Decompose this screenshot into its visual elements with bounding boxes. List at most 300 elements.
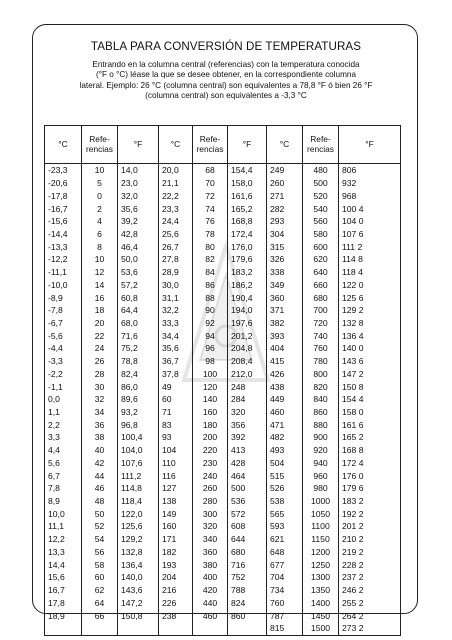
celsius-cell: 33,3	[159, 317, 193, 330]
referencia-cell: 14	[82, 278, 118, 291]
referencia-cell: 58	[82, 558, 118, 571]
fahrenheit-cell: 716	[228, 558, 267, 571]
referencia-cell: 1250	[303, 558, 339, 571]
celsius-cell: 538	[267, 495, 303, 508]
celsius-cell: -20,6	[45, 177, 82, 190]
celsius-cell: 504	[267, 457, 303, 470]
referencia-cell: 82	[193, 253, 228, 266]
referencia-cell: 1400	[303, 596, 339, 609]
celsius-cell: 182	[159, 546, 193, 559]
celsius-cell: -12,2	[45, 253, 82, 266]
fahrenheit-cell: 136,4	[118, 558, 159, 571]
referencia-cell: 94	[193, 329, 228, 342]
referencia-cell: 72	[193, 189, 228, 202]
fahrenheit-cell: 392	[228, 431, 267, 444]
fahrenheit-cell: 165 2	[339, 431, 401, 444]
celsius-cell: 5,6	[45, 457, 82, 470]
celsius-cell: 12,2	[45, 533, 82, 546]
referencia-cell: 1450	[303, 609, 339, 622]
fahrenheit-cell: 168,8	[228, 215, 267, 228]
referencia-cell: 32	[82, 393, 118, 406]
fahrenheit-cell: 219 2	[339, 546, 401, 559]
celsius-cell: 13,3	[45, 546, 82, 559]
fahrenheit-cell: 413	[228, 444, 267, 457]
table-row	[45, 291, 401, 304]
celsius-cell: 1,1	[45, 406, 82, 419]
referencia-cell: 28	[82, 368, 118, 381]
conversion-card	[32, 24, 418, 634]
fahrenheit-cell: 68,0	[118, 317, 159, 330]
celsius-cell: -7,8	[45, 304, 82, 317]
referencia-cell: 16	[82, 291, 118, 304]
header-referencias: Refe- rencias	[303, 126, 339, 164]
referencia-cell: 900	[303, 431, 339, 444]
celsius-cell: 34,4	[159, 329, 193, 342]
celsius-cell: 10,0	[45, 507, 82, 520]
referencia-cell: 540	[303, 202, 339, 215]
celsius-cell: 110	[159, 457, 193, 470]
table-row	[45, 457, 401, 470]
referencia-cell: 1000	[303, 495, 339, 508]
referencia-cell: 42	[82, 457, 118, 470]
fahrenheit-cell: 42,8	[118, 228, 159, 241]
fahrenheit-cell: 428	[228, 457, 267, 470]
fahrenheit-cell: 132,8	[118, 546, 159, 559]
page-title: TABLA PARA CONVERSIÓN DE TEMPERATURAS	[90, 40, 362, 53]
referencia-cell: 18	[82, 304, 118, 317]
celsius-cell: 138	[159, 495, 193, 508]
fahrenheit-cell: 118,4	[118, 495, 159, 508]
referencia-cell: 380	[193, 558, 228, 571]
conversion-table	[44, 125, 401, 636]
fahrenheit-cell: 136 4	[339, 329, 401, 342]
fahrenheit-cell: 147,2	[118, 596, 159, 609]
referencia-cell: 30	[82, 380, 118, 393]
table-row	[45, 240, 401, 253]
celsius-cell: 2,2	[45, 418, 82, 431]
referencia-cell: 700	[303, 304, 339, 317]
celsius-cell: 304	[267, 228, 303, 241]
fahrenheit-cell: 89,6	[118, 393, 159, 406]
table-row	[45, 393, 401, 406]
celsius-cell: 24,4	[159, 215, 193, 228]
celsius-cell: -5,6	[45, 329, 82, 342]
header-referencias: Refe- rencias	[82, 126, 118, 164]
table-row	[45, 380, 401, 393]
fahrenheit-cell: 150,8	[118, 609, 159, 622]
table-header-row	[45, 126, 401, 164]
referencia-cell: 6	[82, 228, 118, 241]
fahrenheit-cell: 190,4	[228, 291, 267, 304]
celsius-cell: 32,2	[159, 304, 193, 317]
intro-line: lateral. Ejemplo: 26 °C (columna central) son equivalentes a 78,8 °F ó bien 26 °F	[79, 80, 373, 90]
celsius-cell: 526	[267, 482, 303, 495]
referencia-cell: 320	[193, 520, 228, 533]
celsius-cell: 426	[267, 368, 303, 381]
celsius-cell: -17,8	[45, 189, 82, 202]
fahrenheit-cell: 228 2	[339, 558, 401, 571]
referencia-cell: 12	[82, 266, 118, 279]
fahrenheit-cell: 114,8	[118, 482, 159, 495]
referencia-cell: 800	[303, 368, 339, 381]
table-row	[45, 431, 401, 444]
conversion-table-wrapper	[44, 125, 401, 636]
referencia-cell: 2	[82, 202, 118, 215]
fahrenheit-cell: 168 8	[339, 444, 401, 457]
fahrenheit-cell	[118, 622, 159, 635]
celsius-cell: 37,8	[159, 368, 193, 381]
referencia-cell: 50	[82, 507, 118, 520]
fahrenheit-cell: 150 8	[339, 380, 401, 393]
table-row	[45, 469, 401, 482]
celsius-cell: 22,2	[159, 189, 193, 202]
fahrenheit-cell: 107,6	[118, 457, 159, 470]
referencia-cell: 10	[82, 164, 118, 177]
celsius-cell: 471	[267, 418, 303, 431]
celsius-cell: 704	[267, 571, 303, 584]
table-row	[45, 584, 401, 597]
table-row	[45, 444, 401, 457]
intro-line: (°F o °C) léase la que se desee obtener, en la correspondiente columna	[95, 70, 357, 80]
celsius-cell: 404	[267, 342, 303, 355]
referencia-cell	[193, 622, 228, 635]
fahrenheit-cell: 140,0	[118, 571, 159, 584]
table-row	[45, 520, 401, 533]
celsius-cell: 11,1	[45, 520, 82, 533]
referencia-cell: 0	[82, 189, 118, 202]
table-row	[45, 278, 401, 291]
referencia-cell: 52	[82, 520, 118, 533]
referencia-cell: 4	[82, 215, 118, 228]
celsius-cell: -13,3	[45, 240, 82, 253]
celsius-cell: -11,1	[45, 266, 82, 279]
referencia-cell: 22	[82, 329, 118, 342]
celsius-cell: 127	[159, 482, 193, 495]
referencia-cell: 56	[82, 546, 118, 559]
fahrenheit-cell: 100,4	[118, 431, 159, 444]
referencia-cell: 60	[82, 571, 118, 584]
referencia-cell: 780	[303, 355, 339, 368]
celsius-cell: 293	[267, 215, 303, 228]
celsius-cell: 25,6	[159, 228, 193, 241]
fahrenheit-cell: 104 0	[339, 215, 401, 228]
header-celsius: °C	[45, 126, 82, 164]
fahrenheit-cell: 248	[228, 380, 267, 393]
table-row	[45, 215, 401, 228]
fahrenheit-cell: 122 0	[339, 278, 401, 291]
celsius-cell: 815	[267, 622, 303, 635]
fahrenheit-cell: 172 4	[339, 457, 401, 470]
celsius-cell: 565	[267, 507, 303, 520]
fahrenheit-cell: 255 2	[339, 596, 401, 609]
celsius-cell: 515	[267, 469, 303, 482]
referencia-cell: 840	[303, 393, 339, 406]
celsius-cell: 3,3	[45, 431, 82, 444]
header-fahrenheit: °F	[118, 126, 159, 164]
referencia-cell: 400	[193, 571, 228, 584]
referencia-cell: 62	[82, 584, 118, 597]
header-fahrenheit: °F	[339, 126, 401, 164]
fahrenheit-cell: 194,0	[228, 304, 267, 317]
referencia-cell: 90	[193, 304, 228, 317]
table-row	[45, 609, 401, 622]
referencia-cell: 74	[193, 202, 228, 215]
table-row	[45, 482, 401, 495]
referencia-cell: 260	[193, 482, 228, 495]
referencia-cell: 48	[82, 495, 118, 508]
celsius-cell: 734	[267, 584, 303, 597]
referencia-cell: 44	[82, 469, 118, 482]
referencia-cell: 1500	[303, 622, 339, 635]
celsius-cell: 415	[267, 355, 303, 368]
fahrenheit-cell: 111,2	[118, 469, 159, 482]
fahrenheit-cell: 161 6	[339, 418, 401, 431]
fahrenheit-cell: 60,8	[118, 291, 159, 304]
fahrenheit-cell: 125 6	[339, 291, 401, 304]
fahrenheit-cell: 158,0	[228, 177, 267, 190]
referencia-cell: 160	[193, 406, 228, 419]
celsius-cell: 23,3	[159, 202, 193, 215]
celsius-cell: 93	[159, 431, 193, 444]
fahrenheit-cell: 179,6	[228, 253, 267, 266]
fahrenheit-cell: 208,4	[228, 355, 267, 368]
referencia-cell: 280	[193, 495, 228, 508]
fahrenheit-cell: 86,0	[118, 380, 159, 393]
referencia-cell: 220	[193, 444, 228, 457]
referencia-cell: 26	[82, 355, 118, 368]
referencia-cell: 820	[303, 380, 339, 393]
referencia-cell: 520	[303, 189, 339, 202]
celsius-cell: 382	[267, 317, 303, 330]
referencia-cell: 180	[193, 418, 228, 431]
referencia-cell: 960	[303, 469, 339, 482]
referencia-cell: 10	[82, 253, 118, 266]
celsius-cell: -23,3	[45, 164, 82, 177]
celsius-cell: 621	[267, 533, 303, 546]
table-row	[45, 317, 401, 330]
fahrenheit-cell: 46,4	[118, 240, 159, 253]
referencia-cell: 120	[193, 380, 228, 393]
referencia-cell: 300	[193, 507, 228, 520]
referencia-cell: 100	[193, 368, 228, 381]
header-referencias: Refe- rencias	[193, 126, 228, 164]
celsius-cell: 338	[267, 266, 303, 279]
fahrenheit-cell: 129,2	[118, 533, 159, 546]
table-row	[45, 546, 401, 559]
referencia-cell: 720	[303, 317, 339, 330]
fahrenheit-cell: 50,0	[118, 253, 159, 266]
table-row	[45, 177, 401, 190]
fahrenheit-cell: 860	[228, 609, 267, 622]
referencia-cell: 240	[193, 469, 228, 482]
referencia-cell: 200	[193, 431, 228, 444]
fahrenheit-cell: 273 2	[339, 622, 401, 635]
fahrenheit-cell: 35,6	[118, 202, 159, 215]
referencia-cell: 54	[82, 533, 118, 546]
fahrenheit-cell: 165,2	[228, 202, 267, 215]
fahrenheit-cell: 143 6	[339, 355, 401, 368]
table-row	[45, 495, 401, 508]
referencia-cell: 740	[303, 329, 339, 342]
fahrenheit-cell: 464	[228, 469, 267, 482]
fahrenheit-cell: 536	[228, 495, 267, 508]
celsius-cell: 17,8	[45, 596, 82, 609]
referencia-cell: 1050	[303, 507, 339, 520]
celsius-cell: 31,1	[159, 291, 193, 304]
referencia-cell: 980	[303, 482, 339, 495]
fahrenheit-cell: 129 2	[339, 304, 401, 317]
fahrenheit-cell: 75,2	[118, 342, 159, 355]
celsius-cell: 20,0	[159, 164, 193, 177]
referencia-cell: 420	[193, 584, 228, 597]
referencia-cell: 1150	[303, 533, 339, 546]
celsius-cell: 16,7	[45, 584, 82, 597]
table-row	[45, 266, 401, 279]
table-row	[45, 253, 401, 266]
fahrenheit-cell: 39,2	[118, 215, 159, 228]
referencia-cell: 88	[193, 291, 228, 304]
intro-line: (columna central) son equivalentes a -3,3 °C	[145, 90, 307, 100]
referencia-cell: 96	[193, 342, 228, 355]
celsius-cell: 677	[267, 558, 303, 571]
referencia-cell: 860	[303, 406, 339, 419]
fahrenheit-cell: 237 2	[339, 571, 401, 584]
table-row	[45, 418, 401, 431]
celsius-cell: 438	[267, 380, 303, 393]
referencia-cell: 360	[193, 546, 228, 559]
fahrenheit-cell: 192 2	[339, 507, 401, 520]
table-row	[45, 202, 401, 215]
celsius-cell: -16,7	[45, 202, 82, 215]
referencia-cell: 1200	[303, 546, 339, 559]
fahrenheit-cell: 204,8	[228, 342, 267, 355]
fahrenheit-cell: 154,4	[228, 164, 267, 177]
referencia-cell: 84	[193, 266, 228, 279]
fahrenheit-cell: 96,8	[118, 418, 159, 431]
referencia-cell: 86	[193, 278, 228, 291]
fahrenheit-cell: 197,6	[228, 317, 267, 330]
fahrenheit-cell: 201 2	[339, 520, 401, 533]
fahrenheit-cell: 93,2	[118, 406, 159, 419]
fahrenheit-cell: 100 4	[339, 202, 401, 215]
fahrenheit-cell: 572	[228, 507, 267, 520]
celsius-cell: 171	[159, 533, 193, 546]
table-row	[45, 329, 401, 342]
header-celsius: °C	[267, 126, 303, 164]
referencia-cell: 64	[82, 596, 118, 609]
celsius-cell: 371	[267, 304, 303, 317]
celsius-cell	[159, 622, 193, 635]
fahrenheit-cell: 104,0	[118, 444, 159, 457]
celsius-cell: 160	[159, 520, 193, 533]
celsius-cell: -10,0	[45, 278, 82, 291]
table-body	[45, 164, 401, 636]
celsius-cell: 116	[159, 469, 193, 482]
celsius-cell: 35,6	[159, 342, 193, 355]
celsius-cell: 216	[159, 584, 193, 597]
celsius-cell: 648	[267, 546, 303, 559]
fahrenheit-cell: 356	[228, 418, 267, 431]
celsius-cell: 493	[267, 444, 303, 457]
referencia-cell: 340	[193, 533, 228, 546]
fahrenheit-cell: 147 2	[339, 368, 401, 381]
fahrenheit-cell: 644	[228, 533, 267, 546]
referencia-cell: 68	[193, 164, 228, 177]
referencia-cell: 70	[193, 177, 228, 190]
celsius-cell: 26,7	[159, 240, 193, 253]
referencia-cell: 92	[193, 317, 228, 330]
referencia-cell: 660	[303, 278, 339, 291]
fahrenheit-cell: 320	[228, 406, 267, 419]
table-row	[45, 596, 401, 609]
celsius-cell: -4,4	[45, 342, 82, 355]
fahrenheit-cell: 111 2	[339, 240, 401, 253]
referencia-cell: 76	[193, 215, 228, 228]
celsius-cell: 149	[159, 507, 193, 520]
fahrenheit-cell: 186,2	[228, 278, 267, 291]
table-row	[45, 304, 401, 317]
celsius-cell: -14,4	[45, 228, 82, 241]
referencia-cell: 34	[82, 406, 118, 419]
celsius-cell: 238	[159, 609, 193, 622]
referencia-cell: 140	[193, 393, 228, 406]
referencia-cell: 440	[193, 596, 228, 609]
referencia-cell: 38	[82, 431, 118, 444]
celsius-cell: 249	[267, 164, 303, 177]
referencia-cell: 680	[303, 291, 339, 304]
referencia-cell: 40	[82, 444, 118, 457]
referencia-cell: 460	[193, 609, 228, 622]
fahrenheit-cell: 179 6	[339, 482, 401, 495]
referencia-cell: 1100	[303, 520, 339, 533]
referencia-cell: 640	[303, 266, 339, 279]
celsius-cell: 8,9	[45, 495, 82, 508]
fahrenheit-cell: 143,6	[118, 584, 159, 597]
fahrenheit-cell: 172,4	[228, 228, 267, 241]
fahrenheit-cell: 132 8	[339, 317, 401, 330]
table-row	[45, 355, 401, 368]
fahrenheit-cell: 246 2	[339, 584, 401, 597]
fahrenheit-cell: 806	[339, 164, 401, 177]
celsius-cell: 14,4	[45, 558, 82, 571]
fahrenheit-cell: 680	[228, 546, 267, 559]
fahrenheit-cell: 183,2	[228, 266, 267, 279]
celsius-cell: 482	[267, 431, 303, 444]
celsius-cell: 204	[159, 571, 193, 584]
celsius-cell: -2,2	[45, 368, 82, 381]
table-row	[45, 533, 401, 546]
referencia-cell: 98	[193, 355, 228, 368]
fahrenheit-cell: 140 0	[339, 342, 401, 355]
table-row	[45, 228, 401, 241]
celsius-cell: -15,6	[45, 215, 82, 228]
fahrenheit-cell: 176,0	[228, 240, 267, 253]
table-row	[45, 558, 401, 571]
celsius-cell: 449	[267, 393, 303, 406]
celsius-cell: 27,8	[159, 253, 193, 266]
referencia-cell	[82, 622, 118, 635]
fahrenheit-cell: 183 2	[339, 495, 401, 508]
celsius-cell: 593	[267, 520, 303, 533]
referencia-cell: 600	[303, 240, 339, 253]
celsius-cell: -8,9	[45, 291, 82, 304]
header-celsius: °C	[159, 126, 193, 164]
referencia-cell: 560	[303, 215, 339, 228]
fahrenheit-cell: 968	[339, 189, 401, 202]
celsius-cell: 60	[159, 393, 193, 406]
fahrenheit-cell: 14,0	[118, 164, 159, 177]
celsius-cell: 36,7	[159, 355, 193, 368]
